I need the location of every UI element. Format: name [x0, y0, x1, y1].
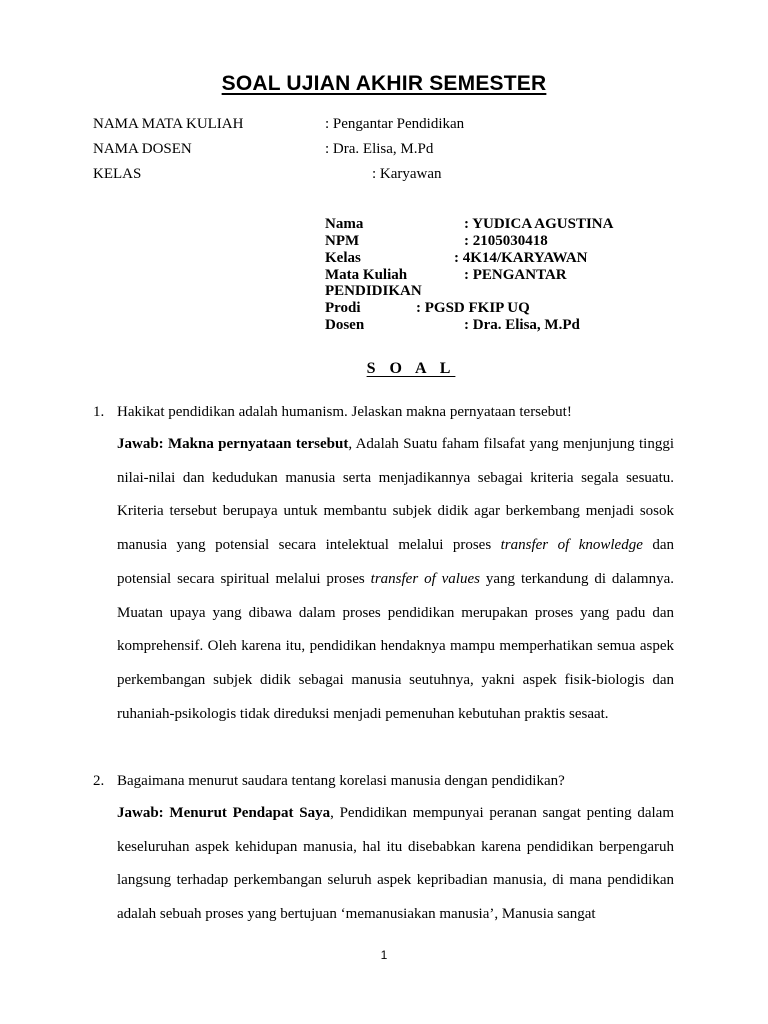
student-name-label: Nama — [325, 216, 364, 232]
student-prodi-label: Prodi — [325, 300, 361, 316]
answer-1-italic2: transfer of values — [370, 570, 480, 587]
answer-2-lead: Jawab: Menurut Pendapat Saya — [117, 805, 331, 821]
soal-heading: S O A L — [366, 360, 456, 377]
course-name-row — [93, 116, 465, 133]
student-class-value: : 4K14/KARYAWAN — [454, 250, 588, 266]
student-lecturer-label: Dosen — [325, 317, 365, 333]
question-2-text: Bagaimana menurut saudara tentang korelasi manusia dengan pendidikan? — [117, 773, 565, 789]
student-course-row — [325, 267, 567, 284]
student-npm-value: : 2105030418 — [464, 233, 548, 249]
document-title: SOAL UJIAN AKHIR SEMESTER — [221, 72, 547, 95]
answer-2 — [117, 797, 674, 932]
lecturer-label: NAMA DOSEN — [93, 141, 192, 157]
course-name-label: NAMA MATA KULIAH — [93, 116, 244, 132]
student-course-cont-row — [325, 283, 422, 300]
student-course-label: Mata Kuliah — [325, 267, 408, 283]
student-class-row — [325, 250, 588, 267]
answer-1-part1: , Adalah Suatu faham filsafat yang menjunjung tinggi nilai-nilai dan kedudukan manusia serta menjadikannya sebagai kriteria segala sesuatu. Kriteria tersebut berupaya untuk membantu subjek didik agar berkembang menjadi sosok manusia yang potensial secara intelektual melalui proses — [117, 436, 674, 554]
student-npm-row — [325, 233, 548, 250]
lecturer-value: : Dra. Elisa, M.Pd — [325, 141, 434, 157]
student-class-label: Kelas — [325, 250, 361, 266]
question-2-number: 2. — [93, 773, 105, 789]
student-name-value: : YUDICA AGUSTINA — [464, 216, 614, 232]
answer-1 — [117, 428, 674, 731]
student-npm-label: NPM — [325, 233, 360, 249]
student-course-value-cont: PENDIDIKAN — [325, 283, 422, 299]
page-number: 1 — [380, 948, 388, 962]
question-1-text: Hakikat pendidikan adalah humanism. Jelaskan makna pernyataan tersebut! — [117, 404, 572, 420]
class-value: : Karyawan — [372, 166, 442, 182]
class-row — [93, 166, 442, 183]
student-prodi-value: : PGSD FKIP UQ — [416, 300, 530, 316]
answer-1-italic1: transfer of knowledge — [500, 537, 643, 554]
student-name-row — [325, 216, 614, 233]
student-lecturer-row — [325, 317, 580, 334]
answer-1-part2: dan potensial secara spiritual melalui proses — [117, 537, 674, 587]
student-course-value: : PENGANTAR — [464, 267, 567, 283]
answer-1-part3: yang terkandung di dalamnya. Muatan upaya yang dibawa dalam proses pendidikan merupakan proses yang padu dan komprehensif. Oleh karena itu, pendidikan hendaknya mampu memperhatikan semua aspek perkembangan subjek didik sebagai manusia seutuhnya, yakni aspek fisik-biologis dan ruhaniah-psikologis tidak direduksi menjadi pemenuhan kebutuhan praktis sesaat. — [117, 570, 674, 722]
answer-1-lead: Jawab: Makna pernyataan tersebut — [117, 436, 349, 452]
question-1-number: 1. — [93, 404, 105, 420]
answer-2-part1: , Pendidikan mempunyai peranan sangat penting dalam keseluruhan aspek kehidupan manusia, hal itu disebabkan karena pendidikan berpengaruh langsung terhadap perkembangan seluruh aspek kepribadian manusia, di mana pendidikan adalah sebuah proses yang bertujuan ‘memanusiakan manusia’, Manusia sangat — [117, 805, 674, 923]
course-name-value: : Pengantar Pendidikan — [325, 116, 465, 132]
class-label: KELAS — [93, 166, 142, 182]
student-lecturer-value: : Dra. Elisa, M.Pd — [464, 317, 580, 333]
lecturer-row — [93, 141, 434, 158]
student-prodi-row — [325, 300, 530, 317]
